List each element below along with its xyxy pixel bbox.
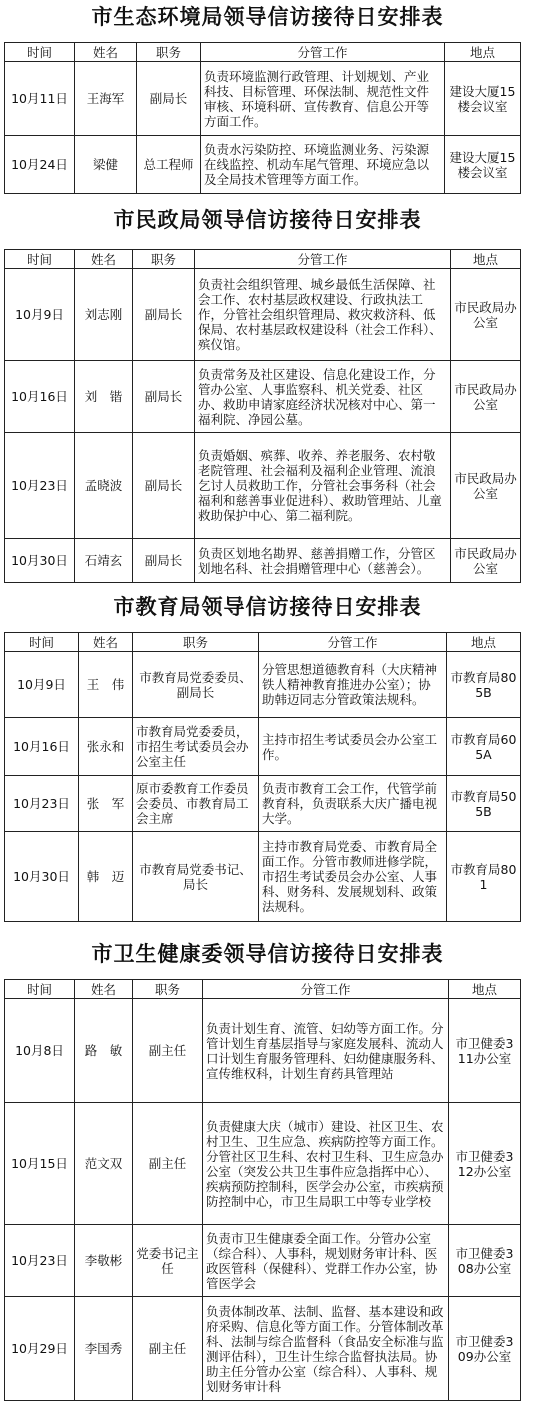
section-health xyxy=(0,939,535,1401)
cell-name: 李敬彬 xyxy=(75,1225,133,1297)
cell-name: 韩 迈 xyxy=(79,832,133,922)
section-title: 市民政局领导信访接待日安排表 xyxy=(113,208,422,232)
cell-post: 副局长 xyxy=(133,269,195,361)
cell-duty: 负责体制改革、法制、监督、基本建设和政府采购、信息化等方面工作。分管体制改革科、法制与综合监督科（食品安全标准与监测评估科），卫生计生综合监督执法局。协助主任分管办公室（综合科）、人事科、规划财务审计科 xyxy=(203,1297,449,1401)
table-header-row xyxy=(5,250,521,269)
table-row xyxy=(5,832,521,922)
section-title: 市教育局领导信访接待日安排表 xyxy=(113,595,422,619)
cell-date: 10月29日 xyxy=(5,1297,75,1401)
header-duty: 分管工作 xyxy=(195,250,451,269)
cell-name: 刘志刚 xyxy=(75,269,133,361)
table-row xyxy=(5,999,521,1103)
cell-duty: 负责环境监测行政管理、计划规划、产业科技、目标管理、环保法制、规范性文件审核、环境科研、宣传教育、信息公开等方面工作。 xyxy=(201,62,445,136)
table-row xyxy=(5,136,521,194)
header-name: 姓名 xyxy=(79,633,133,652)
section-civil-affairs xyxy=(0,205,535,583)
cell-duty: 负责市教育工会工作，代管学前教育科，负责联系大庆广播电视大学。 xyxy=(259,776,447,832)
cell-date: 10月8日 xyxy=(5,999,75,1103)
cell-date: 10月16日 xyxy=(5,718,79,776)
header-place: 地点 xyxy=(445,43,521,62)
header-post: 职务 xyxy=(133,633,259,652)
schedule-table xyxy=(4,42,521,194)
cell-date: 10月11日 xyxy=(5,62,75,136)
cell-date: 10月24日 xyxy=(5,136,75,194)
table-header-row xyxy=(5,980,521,999)
header-duty: 分管工作 xyxy=(259,633,447,652)
section-title: 市卫生健康委领导信访接待日安排表 xyxy=(91,942,444,966)
cell-date: 10月16日 xyxy=(5,361,75,433)
cell-duty: 主持市招生考试委员会办公室工作。 xyxy=(259,718,447,776)
cell-place: 市卫健委312办公室 xyxy=(449,1103,521,1225)
cell-date: 10月15日 xyxy=(5,1103,75,1225)
table-row xyxy=(5,539,521,583)
cell-date: 10月30日 xyxy=(5,539,75,583)
cell-date: 10月9日 xyxy=(5,269,75,361)
cell-duty: 负责社会组织管理、城乡最低生活保障、社会工作、农村基层政权建设、行政执法工作，分管社会组织管理局、救灾救济科、低保局、农村基层政权建设科（社会工作科）、殡仪馆。 xyxy=(195,269,451,361)
cell-post: 副局长 xyxy=(133,539,195,583)
cell-place: 建设大厦15楼会议室 xyxy=(445,62,521,136)
cell-post: 总工程师 xyxy=(137,136,201,194)
table-row xyxy=(5,1297,521,1401)
cell-date: 10月30日 xyxy=(5,832,79,922)
cell-date: 10月9日 xyxy=(5,652,79,718)
cell-place: 市民政局办公室 xyxy=(451,539,521,583)
cell-post: 副局长 xyxy=(133,361,195,433)
cell-place: 市教育局801 xyxy=(447,832,521,922)
cell-duty: 主持市教育局党委、市教育局全面工作。分管市教师进修学院，市招生考试委员会办公室、人事科、财务科、发展规划科、政策法规科。 xyxy=(259,832,447,922)
header-duty: 分管工作 xyxy=(203,980,449,999)
cell-duty: 负责健康大庆（城市）建设、社区卫生、农村卫生、卫生应急、疾病防控等方面工作。分管社区卫生科、农村卫生科、卫生应急办公室（突发公共卫生事件应急指挥中心）、疾病预防控制科，医学会办公室，市疾病预防控制中心，市卫生局职工中等专业学校 xyxy=(203,1103,449,1225)
cell-name: 路 敏 xyxy=(75,999,133,1103)
table-row xyxy=(5,718,521,776)
cell-place: 市卫健委309办公室 xyxy=(449,1297,521,1401)
cell-duty: 分管思想道德教育科（大庆精神铁人精神教育推进办公室）；协助韩迈同志分管政策法规科。 xyxy=(259,652,447,718)
cell-post: 市教育局党委委员，市招生考试委员会办公室主任 xyxy=(133,718,259,776)
cell-duty: 负责区划地名勘界、慈善捐赠工作，分管区划地名科、社会捐赠管理中心（慈善会）。 xyxy=(195,539,451,583)
cell-name: 李国秀 xyxy=(75,1297,133,1401)
header-time: 时间 xyxy=(5,980,75,999)
cell-name: 范文双 xyxy=(75,1103,133,1225)
cell-post: 党委书记主任 xyxy=(133,1225,203,1297)
cell-place: 市卫健委308办公室 xyxy=(449,1225,521,1297)
cell-place: 市卫健委311办公室 xyxy=(449,999,521,1103)
cell-date: 10月23日 xyxy=(5,776,79,832)
table-row xyxy=(5,776,521,832)
cell-post: 市教育局党委委员、副局长 xyxy=(133,652,259,718)
header-place: 地点 xyxy=(451,250,521,269)
header-time: 时间 xyxy=(5,633,79,652)
cell-place: 市教育局805B xyxy=(447,652,521,718)
table-row xyxy=(5,1225,521,1297)
table-row xyxy=(5,652,521,718)
cell-duty: 负责婚姻、殡葬、收养、养老服务、农村敬老院管理、社会福利及福利企业管理、流浪乞讨人员救助工作，分管社会事务科（社会福利和慈善事业促进科）、救助管理站、儿童救助保护中心、第二福利院。 xyxy=(195,433,451,539)
schedule-table xyxy=(4,249,521,583)
cell-name: 刘 锴 xyxy=(75,361,133,433)
table-row xyxy=(5,433,521,539)
cell-duty: 负责计划生育、流管、妇幼等方面工作。分管计划生育基层指导与家庭发展科、流动人口计划生育服务管理科、妇幼健康服务科、宣传维权科，计划生育药具管理站 xyxy=(203,999,449,1103)
header-place: 地点 xyxy=(447,633,521,652)
cell-post: 副局长 xyxy=(133,433,195,539)
table-row xyxy=(5,1103,521,1225)
table-row xyxy=(5,62,521,136)
cell-place: 建设大厦15楼会议室 xyxy=(445,136,521,194)
section-education xyxy=(0,592,535,922)
cell-name: 梁健 xyxy=(75,136,137,194)
cell-date: 10月23日 xyxy=(5,433,75,539)
section-title: 市生态环境局领导信访接待日安排表 xyxy=(91,5,444,29)
header-name: 姓名 xyxy=(75,250,133,269)
header-name: 姓名 xyxy=(75,43,137,62)
cell-post: 副局长 xyxy=(137,62,201,136)
schedule-table xyxy=(4,979,521,1401)
cell-place: 市民政局办公室 xyxy=(451,269,521,361)
cell-duty: 负责常务及社区建设、信息化建设工作，分管办公室、人事监察科、机关党委、社区办、救助申请家庭经济状况核对中心、第一福利院、净园公墓。 xyxy=(195,361,451,433)
table-header-row xyxy=(5,633,521,652)
header-time: 时间 xyxy=(5,250,75,269)
header-post: 职务 xyxy=(133,250,195,269)
cell-place: 市民政局办公室 xyxy=(451,361,521,433)
cell-place: 市民政局办公室 xyxy=(451,433,521,539)
cell-name: 孟晓波 xyxy=(75,433,133,539)
cell-post: 副主任 xyxy=(133,999,203,1103)
cell-name: 王海军 xyxy=(75,62,137,136)
cell-name: 石靖玄 xyxy=(75,539,133,583)
cell-name: 王 伟 xyxy=(79,652,133,718)
cell-duty: 负责市卫生健康委全面工作。分管办公室（综合科）、人事科，规划财务审计科、医政医管科（保健科）、党群工作办公室，协管医学会 xyxy=(203,1225,449,1297)
section-ecology xyxy=(0,2,535,194)
cell-post: 市教育局党委书记、局长 xyxy=(133,832,259,922)
header-time: 时间 xyxy=(5,43,75,62)
cell-post: 原市委教育工作委员会委员、市教育局工会主席 xyxy=(133,776,259,832)
table-header-row xyxy=(5,43,521,62)
header-post: 职务 xyxy=(137,43,201,62)
cell-place: 市教育局605A xyxy=(447,718,521,776)
cell-post: 副主任 xyxy=(133,1297,203,1401)
header-duty: 分管工作 xyxy=(201,43,445,62)
cell-post: 副主任 xyxy=(133,1103,203,1225)
cell-name: 张 军 xyxy=(79,776,133,832)
header-post: 职务 xyxy=(133,980,203,999)
table-row xyxy=(5,269,521,361)
cell-place: 市教育局505B xyxy=(447,776,521,832)
header-name: 姓名 xyxy=(75,980,133,999)
cell-date: 10月23日 xyxy=(5,1225,75,1297)
schedule-table xyxy=(4,632,521,922)
cell-duty: 负责水污染防控、环境监测业务、污染源在线监控、机动车尾气管理、环境应急以及全局技术管理等方面工作。 xyxy=(201,136,445,194)
table-row xyxy=(5,361,521,433)
cell-name: 张永和 xyxy=(79,718,133,776)
header-place: 地点 xyxy=(449,980,521,999)
